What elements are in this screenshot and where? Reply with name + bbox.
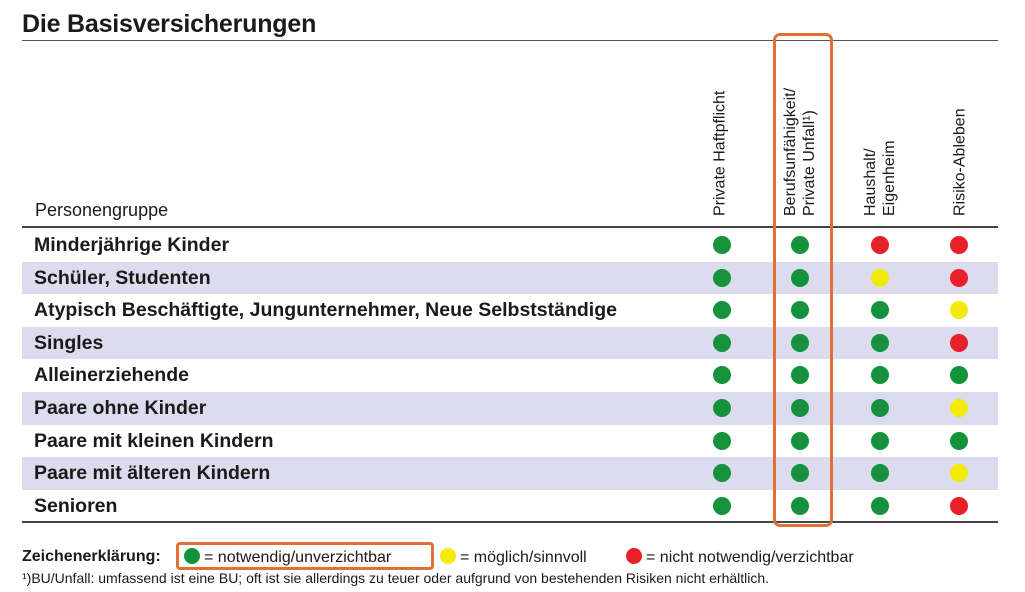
table-row (22, 359, 998, 392)
legend (22, 548, 854, 566)
table-row (22, 457, 998, 490)
legend-text: = möglich/sinnvoll (460, 549, 587, 566)
row-label: Singles (34, 331, 104, 354)
column-header-risiko-ableben (930, 40, 990, 220)
insurance-table (22, 229, 998, 522)
column-header-label: Risiko-Ableben (951, 108, 969, 216)
table-row (22, 425, 998, 458)
table-row (22, 490, 998, 523)
group-column-header: Personengruppe (35, 200, 169, 220)
yellow-dot-icon (950, 464, 968, 482)
page-title: Die Basisversicherungen (22, 10, 317, 38)
green-dot-icon (871, 334, 889, 352)
row-label: Paare ohne Kinder (34, 396, 207, 419)
footnote: ¹)BU/Unfall: umfassend ist eine BU; oft ist sie allerdings zu teuer oder aufgrund von bestehenden Risiken nicht erhältlich. (22, 570, 770, 586)
legend-item-yellow (440, 548, 587, 567)
column-header-label: Berufsunfähigkeit/ Private Unfall¹) (782, 87, 818, 216)
table-row (22, 392, 998, 425)
red-dot-icon (950, 334, 968, 352)
table-row (22, 294, 998, 327)
yellow-dot-icon (950, 399, 968, 417)
green-dot-icon (871, 301, 889, 319)
yellow-dot-icon (440, 548, 456, 564)
green-dot-icon (713, 399, 731, 417)
column-header-label: Haushalt/ Eigenheim (862, 140, 898, 216)
green-dot-icon (713, 464, 731, 482)
yellow-dot-icon (871, 269, 889, 287)
green-dot-icon (713, 269, 731, 287)
legend-highlight-box (176, 542, 434, 570)
yellow-dot-icon (950, 301, 968, 319)
green-dot-icon (871, 399, 889, 417)
row-label: Atypisch Beschäftigte, Jungunternehmer, Neue Selbstständige (34, 299, 617, 322)
legend-title: Zeichenerklärung: (22, 548, 161, 565)
green-dot-icon (871, 432, 889, 450)
table-row (22, 262, 998, 295)
green-dot-icon (871, 497, 889, 515)
row-label: Paare mit älteren Kindern (34, 462, 271, 485)
green-dot-icon (713, 301, 731, 319)
table-bottom-divider (22, 521, 998, 523)
green-dot-icon (713, 432, 731, 450)
red-dot-icon (871, 236, 889, 254)
row-label: Senioren (34, 494, 118, 517)
header-divider (22, 226, 998, 228)
green-dot-icon (950, 366, 968, 384)
red-dot-icon (950, 236, 968, 254)
table-row (22, 327, 998, 360)
green-dot-icon (713, 236, 731, 254)
green-dot-icon (713, 334, 731, 352)
legend-text: = nicht notwendig/verzichtbar (646, 549, 854, 566)
red-dot-icon (950, 497, 968, 515)
column-header-haftpflicht (690, 40, 750, 220)
red-dot-icon (950, 269, 968, 287)
green-dot-icon (871, 366, 889, 384)
green-dot-icon (713, 497, 731, 515)
table-row (22, 229, 998, 262)
row-label: Paare mit kleinen Kindern (34, 429, 274, 452)
row-label: Schüler, Studenten (34, 266, 211, 289)
column-highlight-box (773, 33, 833, 527)
legend-item-red (626, 548, 854, 567)
legend-text: = notwendig/unverzichtbar (204, 549, 392, 566)
column-header-label: Private Haftpflicht (711, 90, 729, 216)
green-dot-icon (950, 432, 968, 450)
green-dot-icon (871, 464, 889, 482)
green-dot-icon (713, 366, 731, 384)
column-header-haushalt (850, 40, 910, 220)
red-dot-icon (626, 548, 642, 564)
row-label: Minderjährige Kinder (34, 234, 230, 256)
row-label: Alleinerziehende (34, 364, 189, 387)
